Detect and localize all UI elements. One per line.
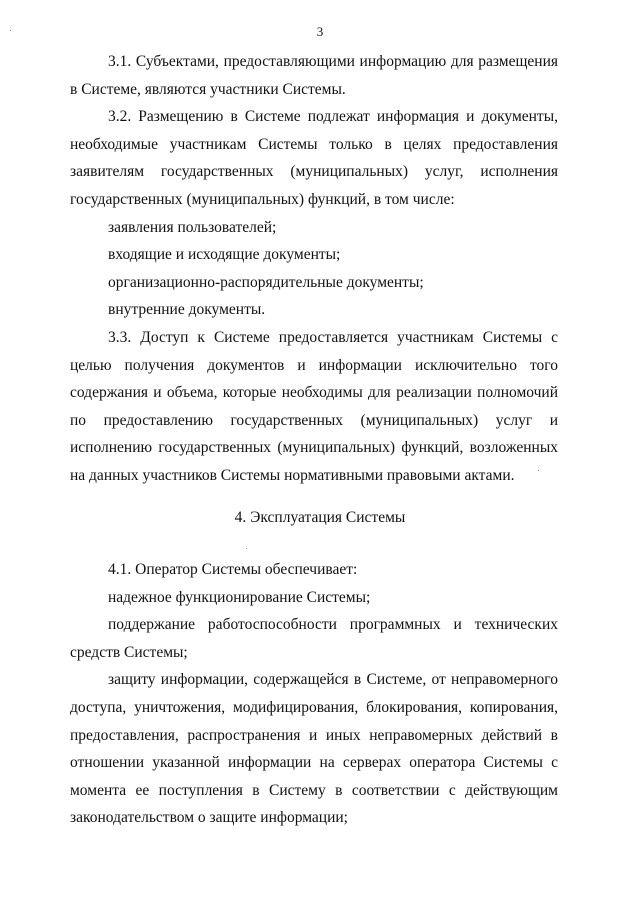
scan-speck <box>538 470 539 471</box>
list-item: защиту информации, содержащейся в Системе, от неправомерного доступа, уничтожения, модифицирования, блокирования, копирования, предоставления, распространения и иных неправомерных действий в отношении указанной информации на серверах оператора Системы с момента ее поступления в Систему в соответствии с действующим законодательством о защите информации; <box>70 671 558 827</box>
list-item: входящие и исходящие документы; <box>108 246 341 264</box>
list-item: надежное функционирование Системы; <box>108 588 371 606</box>
list-item: поддержание работоспособности программных и технических средств Системы; <box>70 616 558 661</box>
section-4-heading: 4. Эксплуатация Системы <box>234 509 406 526</box>
scan-speck <box>246 548 247 549</box>
list-item: организационно-распорядительные документы; <box>108 273 424 291</box>
paragraph-3-1: 3.1. Субъектами, предоставляющими информацию для размещения в Системе, являются участники Системы. <box>70 53 558 98</box>
page-number: 3 <box>316 24 324 39</box>
section-3-body <box>70 48 558 490</box>
paragraph-3-3: 3.3. Доступ к Системе предоставляется участникам Системы с целью получения документов и информации исключительно того содержания и объема, которые необходимы для реализации полномочий по предоставлению государственных (муниципальных) услуг и исполнению государственных (муниципальных) функций, возложенных на данных участников Системы нормативными правовыми актами. <box>70 328 558 484</box>
paragraph-4-1: 4.1. Оператор Системы обеспечивает: <box>108 561 358 578</box>
list-item: заявления пользователей; <box>108 218 277 236</box>
scan-speck <box>10 30 11 31</box>
list-item: внутренние документы. <box>108 301 266 319</box>
paragraph-3-2: 3.2. Размещению в Системе подлежат информация и документы, необходимые участникам Системы только в целях предоставления заявителям государственных (муниципальных) услуг, исполнения государственных (муниципальных) функций, в том числе: <box>70 108 558 208</box>
section-4-body <box>70 556 558 832</box>
